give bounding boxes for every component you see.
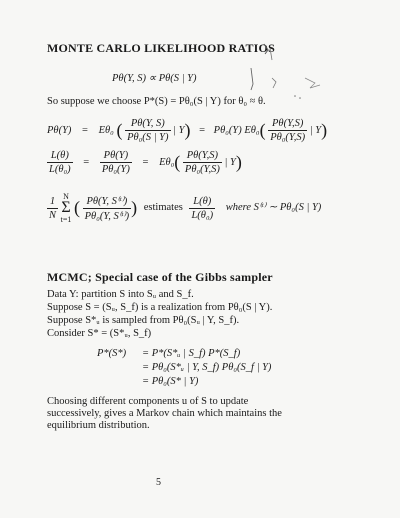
eq1-rhs-condition: | Y <box>309 124 322 136</box>
closing-line-2: successively, gives a Markov chain which maintains the <box>47 408 282 419</box>
mcmc-line-suppose-su: Suppose S*ᵤ is sampled from Pθ₀(Sᵤ | Y, S_f). <box>47 315 240 326</box>
eq2-rhs-fraction <box>183 150 222 175</box>
gibbs-row-2: = Pθ₀(S*ᵤ | Y, S_f) Pθ₀(S_f | Y) <box>142 362 272 373</box>
eq1-equals-second: = <box>199 124 206 136</box>
est-target-denominator: L(θ₀) <box>191 209 214 221</box>
eq1-mid-condition: | Y <box>173 124 185 136</box>
eq2-lhs-denominator: L(θ₀) <box>49 164 71 175</box>
equation-likelihood-ratio: $\frac{L(\theta)}{\text{L(θ₀)}}$ = $\frac{P\theta(Y)}{\text{Pθ₀(Y)}}$ = Eθ₀( $\frac{P\theta(Y,S)}{\text{Pθ₀(Y,S)}}$ | Y) <box>49 150 242 175</box>
closing-line-1: Choosing different components u of S to update <box>47 396 249 407</box>
est-one-over-n <box>47 196 58 221</box>
est-sum-top: N <box>63 192 69 201</box>
eq2-mid-numerator: Pθ(Y) <box>100 150 132 163</box>
gibbs-row-3: = Pθ₀(S* | Y) <box>142 376 199 387</box>
eq2-lhs-numerator: L(θ) <box>47 150 73 163</box>
eq1-mid-denominator: Pθ₀(S | Y) <box>127 132 169 143</box>
eq1-rhs-prefix: Pθ₀(Y) Eθ₀ <box>213 124 260 136</box>
est-word: estimates <box>143 202 183 214</box>
section-title-mcmc: MCMC; Special case of the Gibbs sampler <box>47 270 273 284</box>
proportional-relation: Pθ(Y, S) ∝ Pθ(S | Y) <box>112 73 197 84</box>
est-where: where S⁽ᵗ⁾ ∼ Pθ₀(S | Y) <box>225 202 322 214</box>
eq2-rhs-numerator: Pθ(Y,S) <box>183 150 222 163</box>
equation-likelihood-expectation: Pθ(Y) = Eθ₀ ( $\frac{P\theta(Y, S)}{\text{Pθ₀(S | Y)}}$ | Y) = Pθ₀(Y) Eθ₀( $\frac{P\theta(Y,S)}{\text{Pθ₀(Y,S)}}$ | Y) <box>47 118 328 143</box>
est-ratio-fraction <box>83 195 132 222</box>
est-one: 1 <box>47 196 58 209</box>
eq1-equals: = <box>82 124 88 136</box>
est-n: N <box>49 209 57 221</box>
eq1-rhs-denominator: Pθ₀(Y,S) <box>270 132 306 143</box>
eq1-mid-numerator: Pθ(Y, S) <box>125 118 170 131</box>
section-title-monte-carlo: MONTE CARLO LIKELIHOOD RATIOS <box>47 41 275 55</box>
suppose-line: So suppose we choose P*(S) = Pθ₀(S | Y) for θ₀ ≈ θ. <box>47 96 266 107</box>
eq1-mid-fraction <box>125 118 170 143</box>
equation-estimator: $\frac{1}{N}$ N Σ t=1 ( $\frac{\text{Pθ(Y, S⁽ᵗ⁾)}}{\text{Pθ₀(Y, S⁽ᵗ⁾)}}$ ) estimates $\frac{L(\theta)}{\text{L(θ₀)}}$ where S⁽ᵗ⁾ ∼ Pθ₀(S | Y) <box>49 192 322 224</box>
eq2-rhs-condition: | Y <box>224 156 236 168</box>
mcmc-line-data: Data Y: partition S into Sᵤ and S_f. <box>47 289 194 300</box>
est-target-fraction <box>189 196 215 221</box>
eq1-lhs: Pθ(Y) <box>47 124 72 136</box>
est-target-numerator: L(θ) <box>189 196 215 209</box>
gibbs-row-1: = P*(S*ᵤ | S_f) P*(S_f) <box>142 348 241 359</box>
est-sum-symbol: Σ <box>61 199 71 216</box>
est-ratio-denominator: Pθ₀(Y, S⁽ᵗ⁾) <box>84 210 130 222</box>
eq1-rhs-numerator: Pθ(Y,S) <box>268 118 307 131</box>
closing-line-3: equilibrium distribution. <box>47 420 150 431</box>
page-number: 5 <box>156 477 161 488</box>
eq2-rhs-prefix: Eθ₀ <box>159 156 175 168</box>
eq2-equals: = <box>83 156 90 168</box>
est-ratio-numerator: Pθ(Y, S⁽ᵗ⁾) <box>83 195 132 209</box>
eq2-lhs-fraction <box>47 150 73 175</box>
mcmc-line-consider: Consider S* = (S*ᵤ, S_f) <box>47 328 152 339</box>
eq2-mid-denominator: Pθ₀(Y) <box>101 164 130 175</box>
eq2-mid-fraction <box>100 150 132 175</box>
gibbs-lhs: P*(S*) <box>97 348 127 359</box>
eq2-equals-second: = <box>142 156 149 168</box>
est-summation <box>61 192 72 224</box>
eq2-rhs-denominator: Pθ₀(Y,S) <box>184 164 220 175</box>
eq1-mid-prefix: Eθ₀ <box>98 124 114 136</box>
est-sum-bottom: t=1 <box>60 215 72 224</box>
eq1-rhs-fraction <box>268 118 307 143</box>
mcmc-line-suppose-s: Suppose S = (Sᵤ, S_f) is a realization from Pθ₀(S | Y). <box>47 302 273 313</box>
